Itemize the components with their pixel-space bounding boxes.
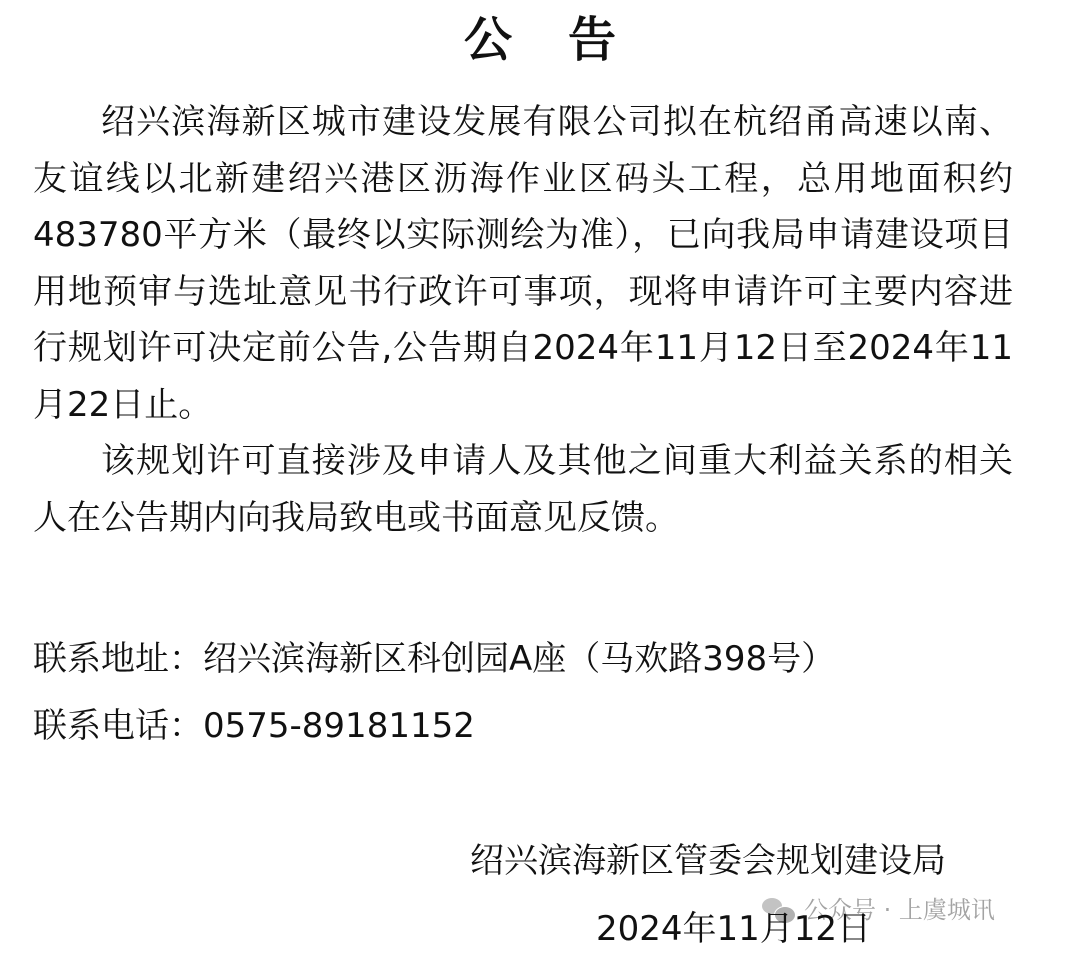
watermark-text: 公众号 · 上虞城讯 (804, 896, 995, 924)
issue-date: 2024年11月12日 (596, 909, 872, 949)
contact-address: 联系地址：绍兴滨海新区科创园A座（马欢路398号） (33, 639, 836, 679)
notice-paragraph-1: 绍兴滨海新区城市建设发展有限公司拟在杭绍甬高速以南、友谊线以北新建绍兴港区沥海作业区码头工程，总用地面积约483780平方米（最终以实际测绘为准），已向我局申请建设项目用地预审与选址意见书行政许可事项，现将申请许可主要内容进行规划许可决定前公告,公告期自2024年11月12日至2024年11月22日止。 (33, 102, 1013, 425)
notice-body (33, 94, 1013, 546)
notice-paragraph-2: 该规划许可直接涉及申请人及其他之间重大利益关系的相关人在公告期内向我局致电或书面意见反馈。 (33, 441, 1013, 538)
notice-title: 公告 (463, 12, 672, 68)
contact-phone: 联系电话：0575-89181152 (33, 706, 475, 746)
issuer-name: 绍兴滨海新区管委会规划建设局 (470, 841, 946, 881)
